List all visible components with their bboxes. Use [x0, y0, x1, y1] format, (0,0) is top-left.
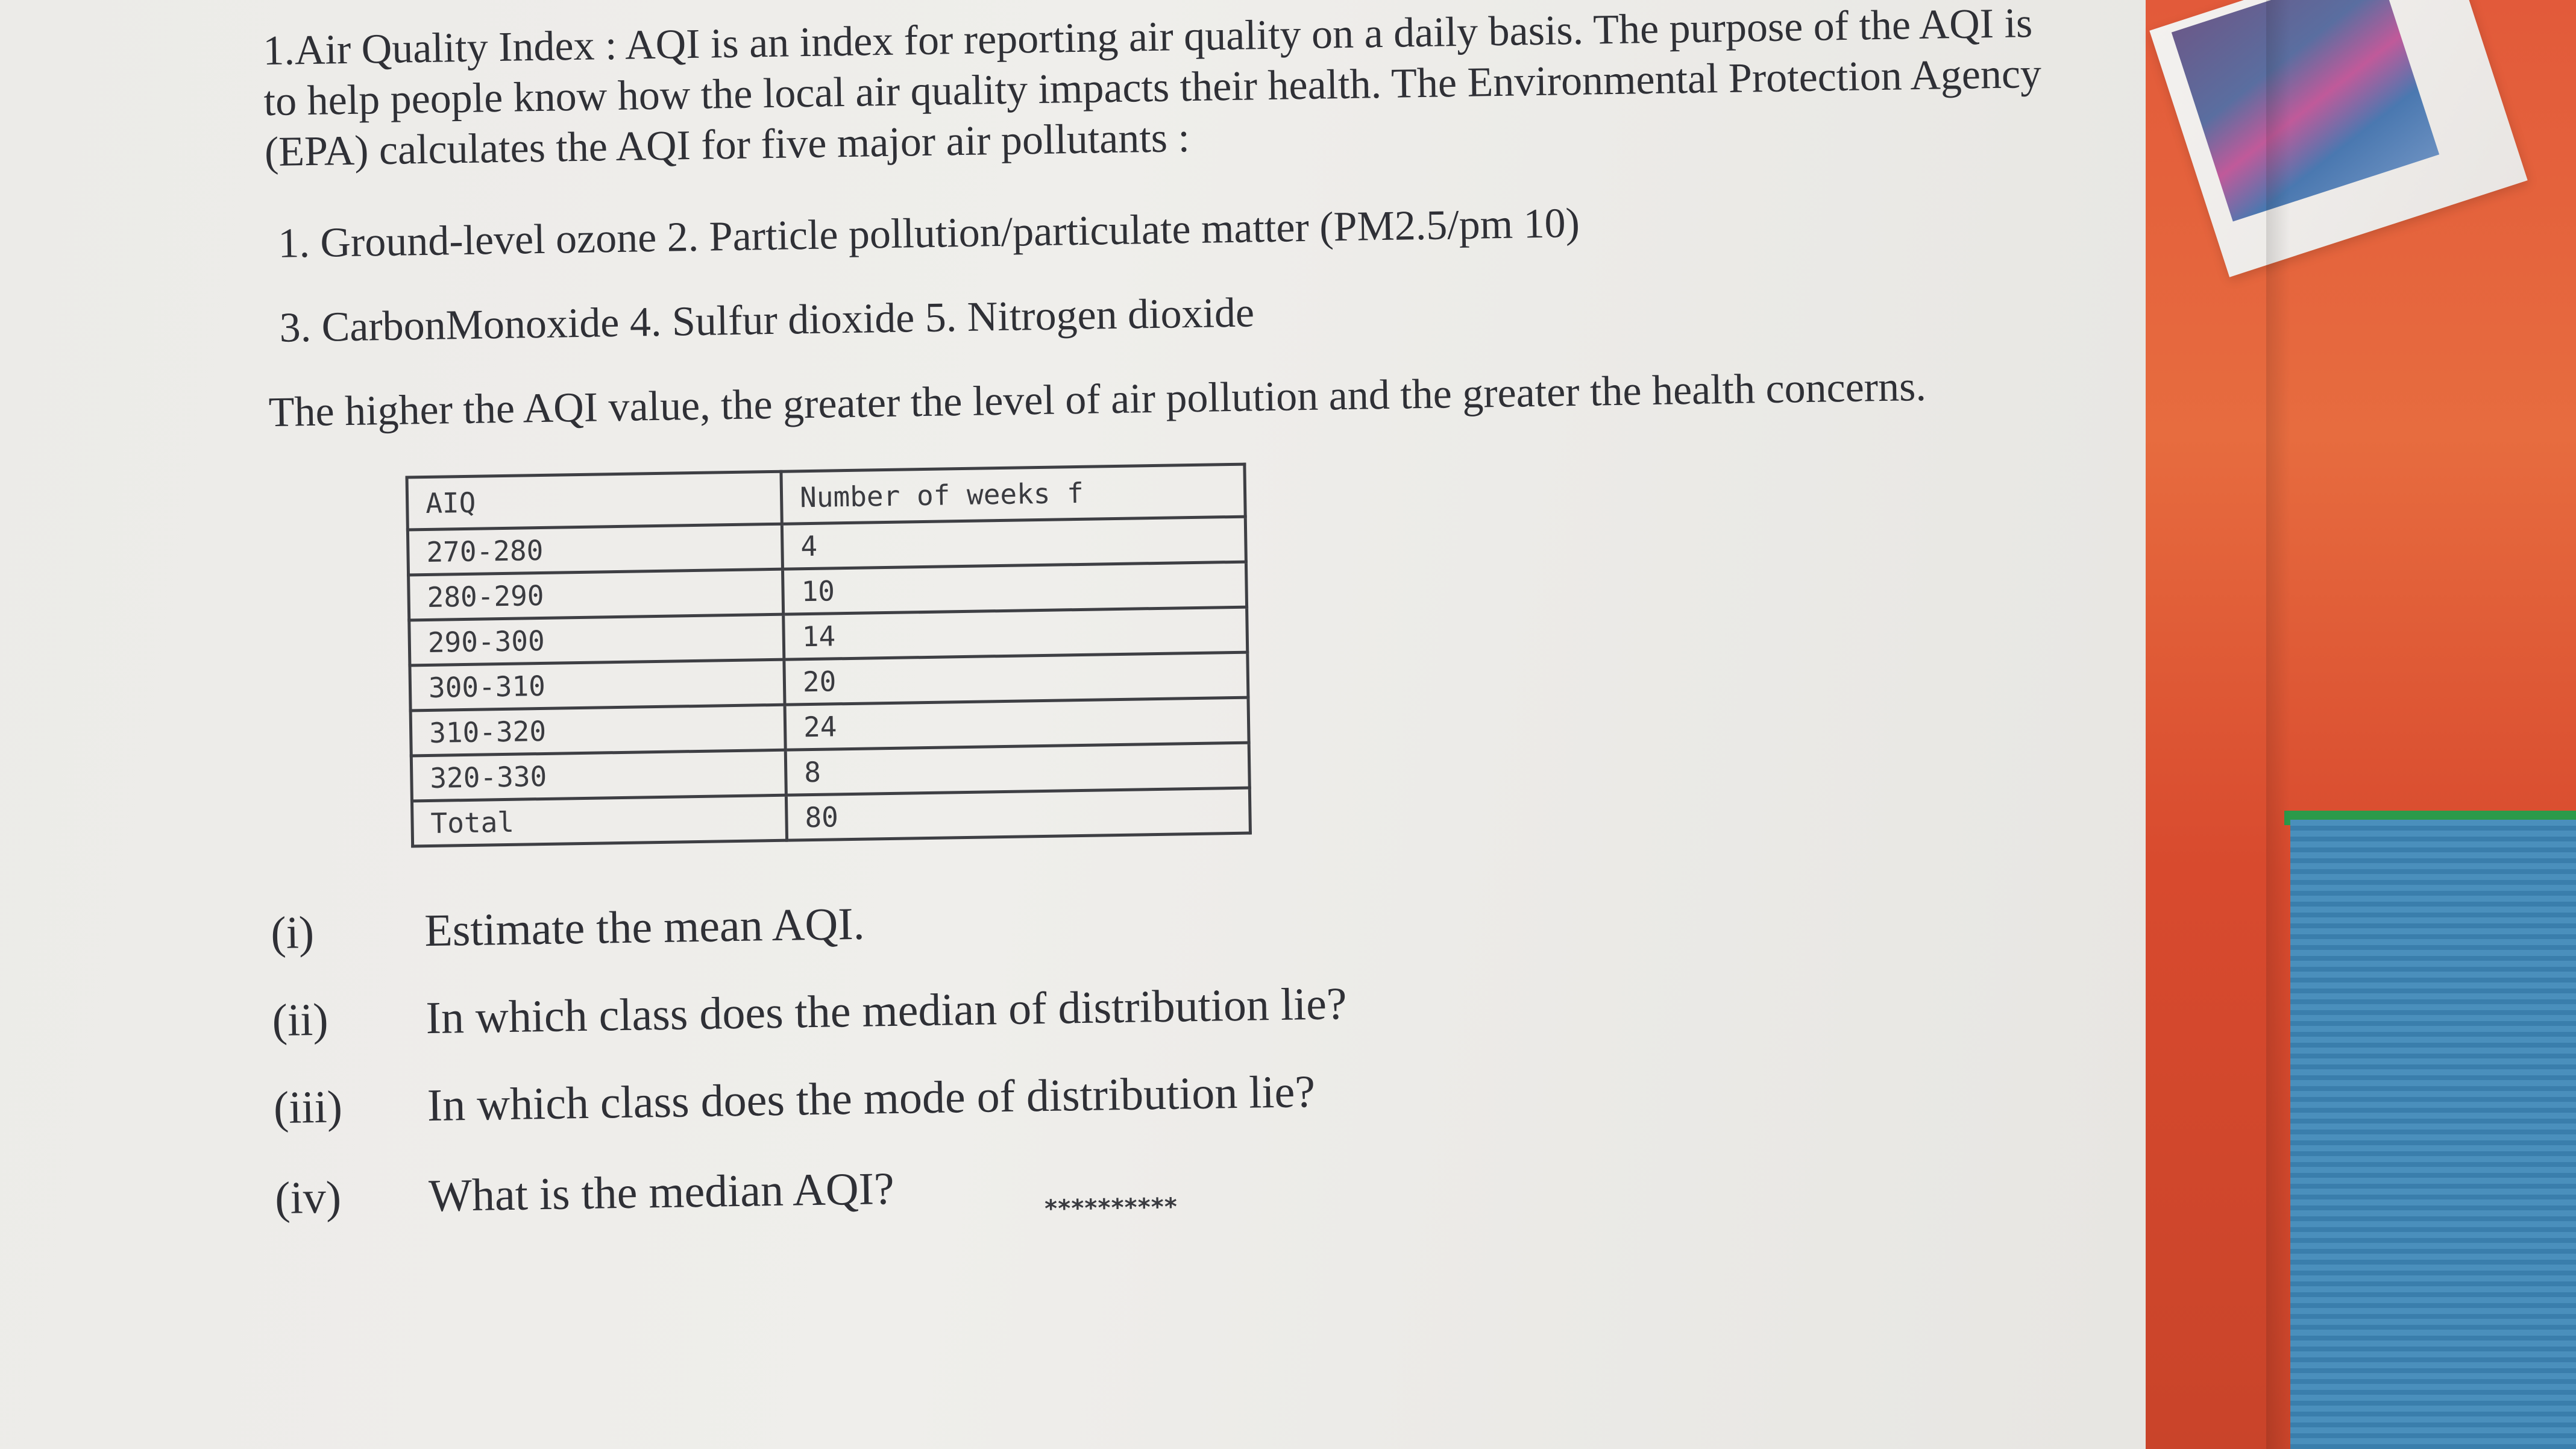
- table-cell-class: 280-290: [409, 569, 784, 620]
- table-cell-frequency: 14: [784, 607, 1248, 659]
- table-header-aiq: AIQ: [407, 471, 782, 530]
- pollutants-line-1: 1. Ground-level ozone 2. Particle pollution/particulate matter (PM2.5/pm 10): [277, 200, 1580, 267]
- question-number: (iv): [274, 1172, 342, 1224]
- question-text: What is the median AQI?: [428, 1163, 895, 1222]
- question-2: [272, 976, 1347, 1048]
- background-book: [2290, 820, 2576, 1449]
- question-text: Estimate the mean AQI.: [424, 898, 865, 957]
- question-number: (i): [270, 907, 315, 959]
- table-cell-frequency: 24: [785, 697, 1249, 750]
- table-cell-frequency: 8: [785, 743, 1249, 795]
- table-cell-class: 270-280: [407, 524, 782, 575]
- question-number: (ii): [271, 994, 329, 1046]
- table-cell-class: 300-310: [410, 659, 785, 711]
- intro-paragraph: 1.Air Quality Index : AQI is an index for reporting air quality on a daily basis. The purpose of the AQI is to help people know how the local air quality impacts their health. The Environmental Protection Agency (EPA) calculates the AQI for five major air pollutants :: [262, 0, 2042, 176]
- aqi-frequency-table: [405, 463, 1252, 848]
- question-1: [271, 897, 865, 960]
- table-cell-class: 310-320: [410, 705, 785, 756]
- aqi-note: The higher the AQI value, the greater the level of air pollution and the greater the health concerns.: [268, 363, 1927, 436]
- question-text: In which class does the mode of distribution lie?: [427, 1066, 1316, 1131]
- end-of-section-mark: **********: [1043, 1193, 1177, 1224]
- pollutants-line-2: 3. CarbonMonoxide 4. Sulfur dioxide 5. Nitrogen dioxide: [279, 289, 1255, 351]
- question-3: [273, 1064, 1315, 1135]
- table-header-weeks: Number of weeks f: [781, 464, 1245, 524]
- table-cell-class: 290-300: [409, 614, 784, 665]
- table-cell-class: 320-330: [411, 750, 786, 801]
- question-text: In which class does the median of distribution lie?: [425, 978, 1348, 1044]
- table-cell-frequency: 4: [782, 517, 1246, 569]
- question-number: (iii): [273, 1081, 343, 1134]
- table-cell-total-label: Total: [412, 795, 787, 846]
- table-cell-frequency: 20: [784, 652, 1248, 705]
- table-cell-total-value: 80: [786, 788, 1250, 840]
- table-cell-frequency: 10: [782, 562, 1246, 614]
- question-4: [275, 1161, 895, 1225]
